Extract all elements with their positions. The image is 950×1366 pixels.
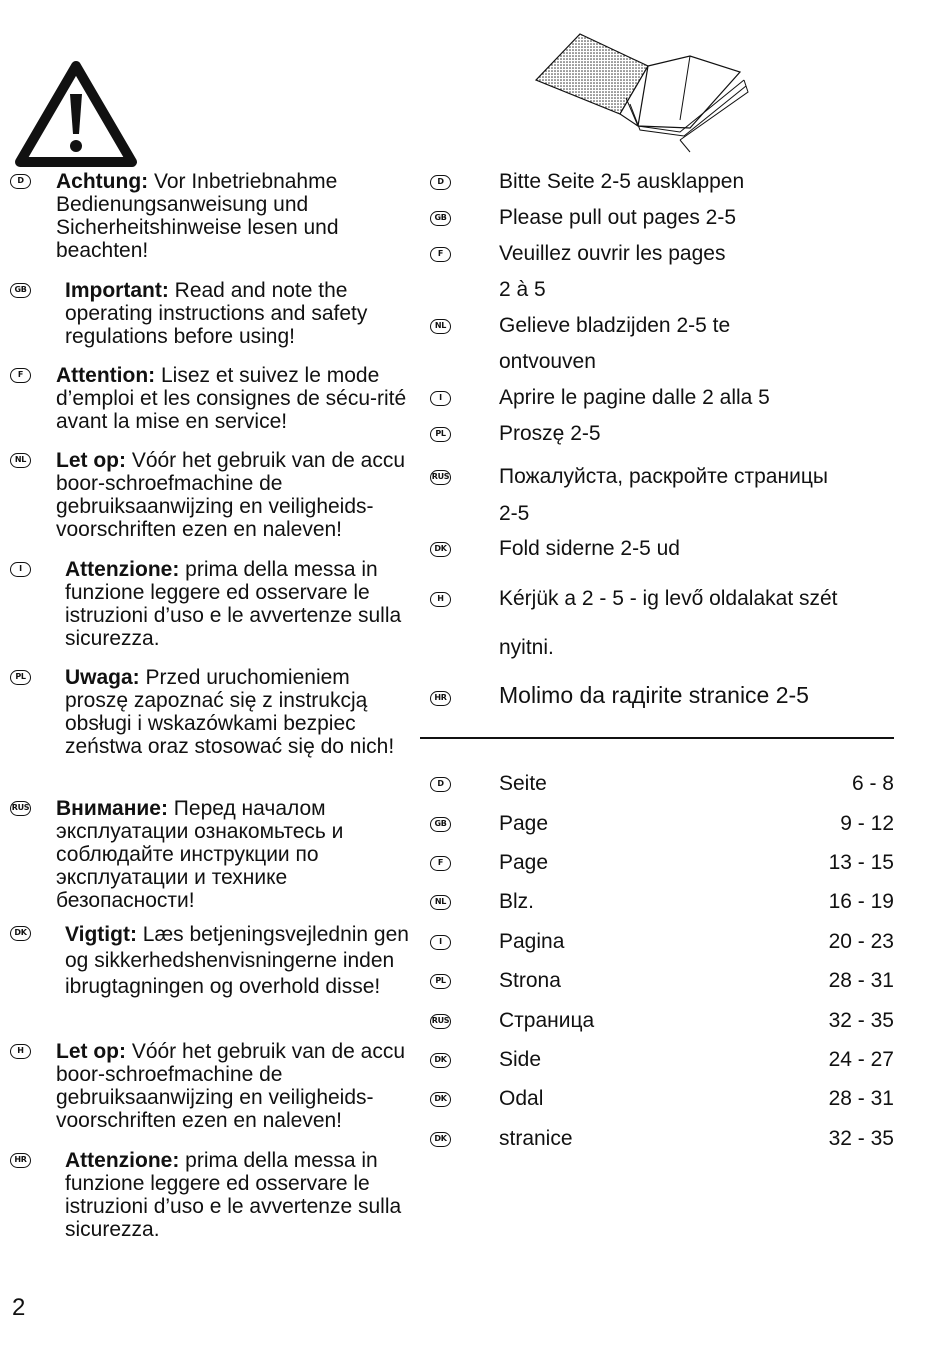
lang-badge-icon: GB (430, 817, 451, 832)
toc-label: Strona (499, 969, 561, 992)
lang-badge-icon: I (430, 391, 451, 406)
lang-badge-icon: DK (430, 542, 451, 557)
warning-text: Vóór het gebruik van de accu boor-schroefmachine de gebruiksaanwijzing en veiligheids-voorschriften ezen en naleven! (56, 1040, 405, 1132)
lang-badge-icon: DK (10, 926, 31, 941)
toc-pages: 16 - 19 (828, 890, 894, 913)
fold-out-line: Molimo da raдirite stranice 2-5 (499, 682, 809, 708)
toc-label: Odal (499, 1087, 544, 1110)
warning-text: prima della messa in funzione leggere ed osservare le istruzioni d’uso e le avvertenze sulla sicurezza. (65, 1149, 402, 1241)
fold-out-line: Proszę 2-5 (499, 422, 601, 445)
warning-heading: Attenzione: (65, 558, 180, 581)
lang-badge-icon: GB (10, 283, 31, 298)
toc-pages: 6 - 8 (851, 772, 894, 795)
toc-label: stranice (499, 1127, 573, 1150)
lang-badge-icon: I (10, 562, 31, 577)
fold-out-line: 2-5 (499, 502, 530, 525)
warning-ru (56, 797, 391, 912)
fold-out-line: 2 à 5 (499, 278, 546, 301)
lang-badge-icon: RUS (430, 470, 451, 485)
warning-fr (56, 364, 418, 433)
fold-out-line: Please pull out pages 2-5 (499, 206, 736, 229)
toc-pages: 32 - 35 (828, 1009, 894, 1032)
toc-pages: 32 - 35 (828, 1127, 894, 1150)
toc-label: Seite (499, 772, 547, 795)
warning-text: prima della messa in funzione leggere ed osservare le istruzioni d’uso e le avvertenze sulla sicurezza. (65, 558, 402, 650)
lang-badge-icon: DK (430, 1092, 451, 1107)
toc-pages: 9 - 12 (840, 812, 894, 835)
lang-badge-icon: D (430, 175, 451, 190)
folded-booklet-icon (530, 28, 750, 154)
warning-pl (65, 666, 410, 758)
fold-out-line: Gelieve bladzijden 2-5 te (499, 314, 731, 337)
toc-pages: 20 - 23 (828, 930, 894, 953)
toc-label: Pagina (499, 930, 565, 953)
warning-triangle-icon (14, 60, 138, 168)
warning-gb (65, 279, 410, 348)
warning-heading: Attention: (56, 364, 156, 387)
lang-badge-icon: PL (10, 670, 31, 685)
fold-out-line: Fold siderne 2-5 ud (499, 537, 680, 560)
fold-out-line: nyitni. (499, 636, 554, 659)
lang-badge-icon: DK (430, 1053, 451, 1068)
warning-heading: Important: (65, 279, 169, 302)
lang-badge-icon: F (10, 368, 31, 383)
toc-pages: 24 - 27 (828, 1048, 894, 1071)
warning-nl (56, 449, 408, 541)
toc-label: Page (499, 851, 549, 874)
toc-pages: 28 - 31 (828, 1087, 894, 1110)
lang-badge-icon: D (430, 777, 451, 792)
lang-badge-icon: H (430, 592, 451, 607)
warning-dk (65, 922, 415, 1000)
lang-badge-icon: NL (430, 895, 451, 910)
lang-badge-icon: RUS (10, 801, 31, 816)
fold-out-line: Veuillez ouvrir les pages (499, 242, 726, 265)
lang-badge-icon: RUS (430, 1014, 451, 1029)
toc-label: Side (499, 1048, 542, 1071)
warning-heading: Vigtigt: (65, 923, 137, 946)
warning-heading: Внимание: (56, 797, 168, 820)
warning-text: Read and note the operating instructions and safety regulations before using! (65, 279, 368, 348)
warning-text: Læs betjeningsvejlednin gen og sikkerhedshenvisningerne inden ibrugtagningen og overhold disse! (65, 923, 409, 998)
warning-it (65, 558, 415, 650)
warning-heading: Let op: (56, 1040, 126, 1063)
lang-badge-icon: F (430, 247, 451, 262)
warning-hu (56, 1040, 408, 1132)
lang-badge-icon: GB (430, 211, 451, 226)
toc-label: Страница (499, 1009, 595, 1032)
lang-badge-icon: HR (10, 1153, 31, 1168)
warning-text: Перед началом эксплуатации ознакомьтесь и соблюдайте инструкции по эксплуатации и технике безопасности! (56, 797, 344, 912)
lang-badge-icon: DK (430, 1132, 451, 1147)
warning-text: Lisez et suivez le mode d’emploi et les consignes de sécu-rité avant la mise en service! (56, 364, 407, 433)
warning-de (56, 170, 426, 262)
warning-hr (65, 1149, 415, 1241)
toc-pages: 28 - 31 (828, 969, 894, 992)
fold-out-line: Kérjük a 2 - 5 - ig levő oldalakat szét (499, 587, 838, 610)
toc-pages: 13 - 15 (828, 851, 894, 874)
page-number: 2 (12, 1294, 26, 1321)
fold-out-line: ontvouven (499, 350, 596, 373)
warning-heading: Let op: (56, 449, 126, 472)
lang-badge-icon: NL (10, 453, 31, 468)
warning-text: Vor Inbetriebnahme Bedienungsanweisung und Sicherheitshinweise lesen und beachten! (56, 170, 339, 262)
warning-heading: Uwaga: (65, 666, 140, 689)
warning-text: Vóór het gebruik van de accu boor-schroefmachine de gebruiksaanwijzing en veiligheids-voorschriften ezen en naleven! (56, 449, 405, 541)
toc-label: Page (499, 812, 549, 835)
fold-out-line: Bitte Seite 2-5 ausklappen (499, 170, 745, 193)
lang-badge-icon: D (10, 174, 31, 189)
lang-badge-icon: HR (430, 691, 451, 706)
lang-badge-icon: F (430, 856, 451, 871)
section-divider (420, 737, 894, 739)
fold-out-line: Пожалуйста, раскройте страницы (499, 465, 828, 488)
lang-badge-icon: PL (430, 427, 451, 442)
warning-text: Przed uruchomieniem proszę zapoznać się z instrukcją obsługi i wskazówkami bezpiec zeństwa oraz stosować się do nich! (65, 666, 395, 758)
warning-heading: Achtung: (56, 170, 149, 193)
lang-badge-icon: PL (430, 974, 451, 989)
lang-badge-icon: NL (430, 319, 451, 334)
fold-out-line: Aprire le pagine dalle 2 alla 5 (499, 386, 770, 409)
lang-badge-icon: H (10, 1044, 31, 1059)
warning-heading: Attenzione: (65, 1149, 180, 1172)
toc-label: Blz. (499, 890, 535, 913)
lang-badge-icon: I (430, 935, 451, 950)
